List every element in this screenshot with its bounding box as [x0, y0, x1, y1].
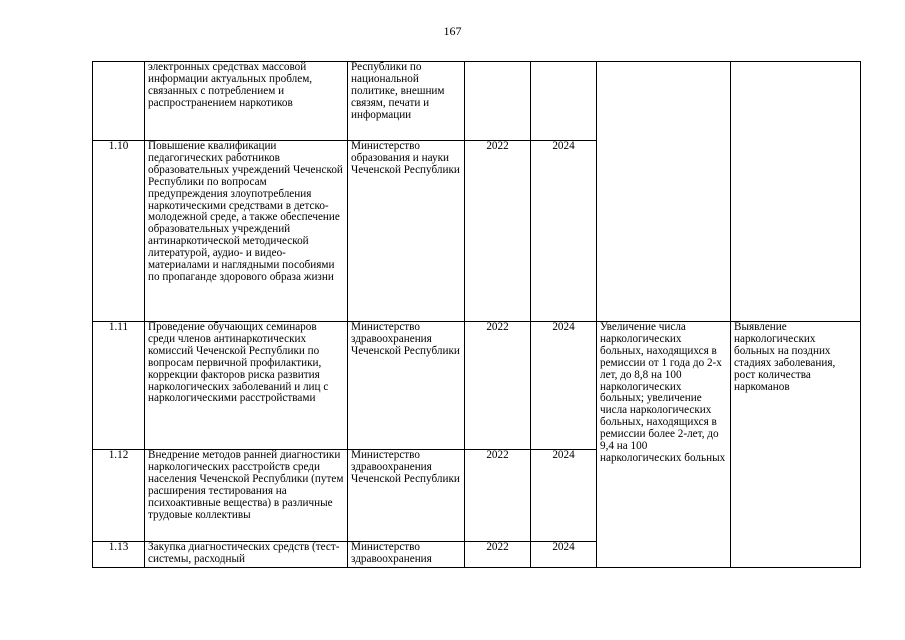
measure-text: Закупка диагностических средств (тест-системы, расходный	[145, 542, 348, 568]
end-year: 2024	[531, 542, 597, 568]
expected-result: Увеличение числа наркологических больных, находящихся в ремиссии от 1 года до 2-х лет, до 8,8 на 100 наркологических больных; увеличение числа наркологических больных, находящихся в ремиссии более 2-лет, до 9,4 на 100 наркологических больных	[597, 322, 731, 568]
table-row	[93, 62, 861, 141]
table-row	[93, 322, 861, 450]
program-measures-table	[92, 61, 861, 568]
result-cell-empty	[597, 62, 731, 322]
executor-text: Республики по национальной политике, внешним связям, печати и информации	[348, 62, 465, 141]
row-number: 1.12	[93, 450, 145, 542]
end-year: 2024	[531, 141, 597, 322]
page-number: 167	[443, 24, 462, 38]
measure-text: Проведение обучающих семинаров среди членов антинаркотических комиссий Чеченской Республики по вопросам первичной профилактики, коррекции факторов риска развития наркологических заболеваний и лиц с наркологическими расстройствами	[145, 322, 348, 450]
row-number: 1.10	[93, 141, 145, 322]
start-year: 2022	[465, 450, 531, 542]
row-number	[93, 62, 145, 141]
start-year: 2022	[465, 141, 531, 322]
end-year: 2024	[531, 322, 597, 450]
end-year: 2024	[531, 450, 597, 542]
executor-text: Министерство здравоохранения	[348, 542, 465, 568]
executor-text: Министерство здравоохранения Чеченской Республики	[348, 450, 465, 542]
start-year: 2022	[465, 322, 531, 450]
risk-cell-empty	[731, 62, 861, 322]
executor-text: Министерство здравоохранения Чеченской Республики	[348, 322, 465, 450]
row-number: 1.13	[93, 542, 145, 568]
executor-text: Министерство образования и науки Чеченской Республики	[348, 141, 465, 322]
measure-text: Внедрение методов ранней диагностики наркологических расстройств среди населения Чеченской Республики (путем расширения тестирования на психоактивные вещества) в различные трудовые коллективы	[145, 450, 348, 542]
risk-text: Выявление наркологических больных на поздних стадиях заболевания, рост количества наркоманов	[731, 322, 861, 568]
row-number: 1.11	[93, 322, 145, 450]
end-year	[531, 62, 597, 141]
measure-text: электронных средствах массовой информации актуальных проблем, связанных с потреблением и распространением наркотиков	[145, 62, 348, 141]
start-year: 2022	[465, 542, 531, 568]
measure-text: Повышение квалификации педагогических работников образовательных учреждений Чеченской Республики по вопросам предупреждения злоупотребления наркотическими средствами в детско-молодежной среде, а также обеспечение образовательных учреждений антинаркотической методической литературой, аудио- и видео-материалами и наглядными пособиями по пропаганде здорового образа жизни	[145, 141, 348, 322]
start-year	[465, 62, 531, 141]
